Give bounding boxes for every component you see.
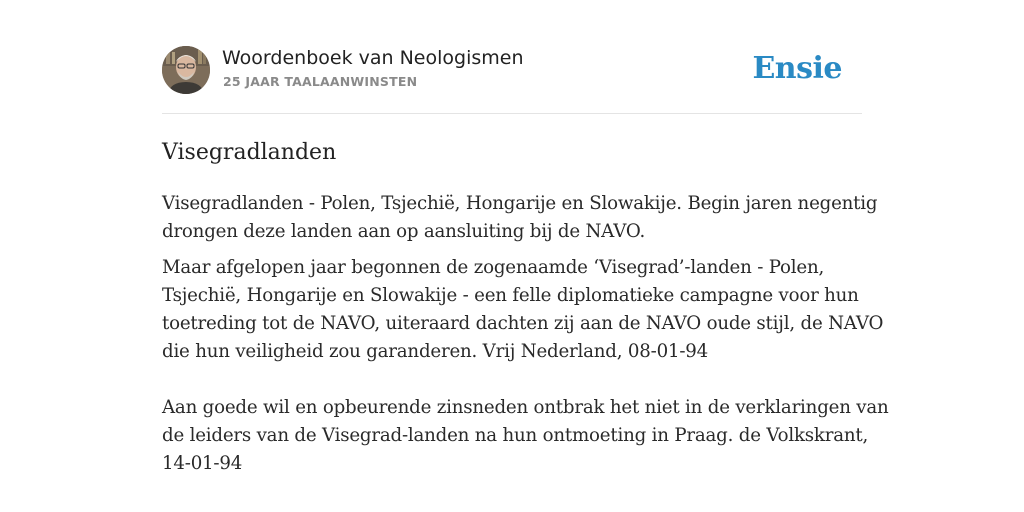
avatar-portrait-icon: [162, 46, 210, 94]
entry-term: Visegradlanden: [162, 140, 337, 165]
brand-title[interactable]: Woordenboek van Neologismen: [222, 47, 524, 69]
quote-line: Tsjechië, Hongarije en Slowakije - een felle diplomatieke campagne voor hun: [162, 285, 859, 306]
header: [162, 46, 862, 96]
quote-line: de leiders van de Visegrad-landen na hun ontmoeting in Praag. de Volkskrant,: [162, 425, 869, 446]
avatar[interactable]: [162, 46, 210, 94]
quote-line: Aan goede wil en opbeurende zinsneden ontbrak het niet in de verklaringen van: [162, 397, 889, 418]
definition-line: drongen deze landen aan op aansluiting bij de NAVO.: [162, 221, 646, 242]
spacer: [162, 246, 862, 254]
quote-line: Maar afgelopen jaar begonnen de zogenaamde ‘Visegrad’-landen - Polen,: [162, 257, 825, 278]
entry-content: [162, 190, 889, 478]
quote-line: toetreding tot de NAVO, uiteraard dachten zij aan de NAVO oude stijl, de NAVO: [162, 313, 884, 334]
ensie-logo[interactable]: Ensie: [752, 51, 842, 86]
definition-line: Visegradlanden - Polen, Tsjechië, Hongarije en Slowakije. Begin jaren negentig: [162, 193, 878, 214]
quote-line: 14-01-94: [162, 453, 243, 474]
quote-line: die hun veiligheid zou garanderen. Vrij Nederland, 08-01-94: [162, 341, 709, 362]
spacer: [162, 366, 862, 394]
brand-subtitle: 25 JAAR TAALAANWINSTEN: [223, 74, 418, 89]
header-divider: [162, 113, 862, 114]
